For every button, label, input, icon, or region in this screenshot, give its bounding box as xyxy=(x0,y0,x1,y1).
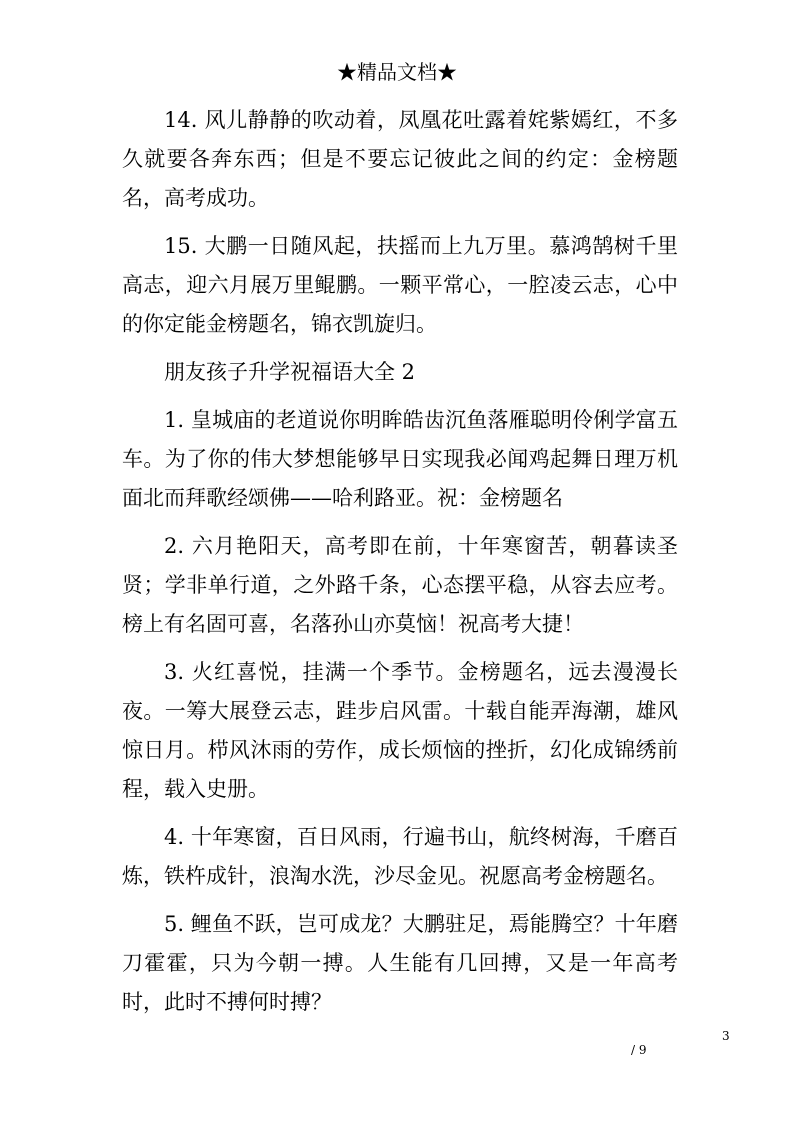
page-total: / 9 xyxy=(631,1043,647,1057)
paragraph-wish-2: 2. 六月艳阳天，高考即在前，十年寒窗苦，朝暮读圣贤；学非单行道，之外路千条，心态摆平稳，从容去应考。榜上有名固可喜，名落孙山亦莫恼！祝高考大捷！ xyxy=(122,534,678,636)
paragraph-wish-5: 5. 鲤鱼不跃，岂可成龙？大鹏驻足，焉能腾空？十年磨刀霍霍，只为今朝一搏。人生能有几回搏，又是一年高考时，此时不搏何时搏？ xyxy=(122,912,678,1014)
document-header: ★精品文档★ xyxy=(337,60,457,84)
paragraph-wish-15: 15. 大鹏一日随风起，扶摇而上九万里。慕鸿鹄树千里高志，迎六月展万里鲲鹏。一颗平常心，一腔凌云志，心中的你定能金榜题名，锦衣凯旋归。 xyxy=(122,234,678,336)
paragraph-wish-3: 3. 火红喜悦，挂满一个季节。金榜题名，远去漫漫长夜。一筹大展登云志，跬步启风雷。十载自能弄海潮，雄风惊日月。栉风沐雨的劳作，成长烦恼的挫折，幻化成锦绣前程，载入史册。 xyxy=(122,660,678,801)
document-body xyxy=(122,101,678,1031)
paragraph-wish-4: 4. 十年寒窗，百日风雨，行遍书山，航终树海，千磨百炼，铁杵成针，浪淘水洗，沙尽金见。祝愿高考金榜题名。 xyxy=(122,825,678,888)
section-heading: 朋友孩子升学祝福语大全 2 xyxy=(164,360,416,384)
paragraph-wish-1: 1. 皇城庙的老道说你明眸皓齿沉鱼落雁聪明伶俐学富五车。为了你的伟大梦想能够早日实现我必闻鸡起舞日理万机面北而拜歌经颂佛——哈利路亚。祝：金榜题名 xyxy=(122,408,678,510)
paragraph-wish-14: 14. 风儿静静的吹动着，凤凰花吐露着姹紫嫣红，不多久就要各奔东西；但是不要忘记彼此之间的约定：金榜题名，高考成功。 xyxy=(122,108,678,210)
page-number: 3 xyxy=(722,1029,730,1043)
